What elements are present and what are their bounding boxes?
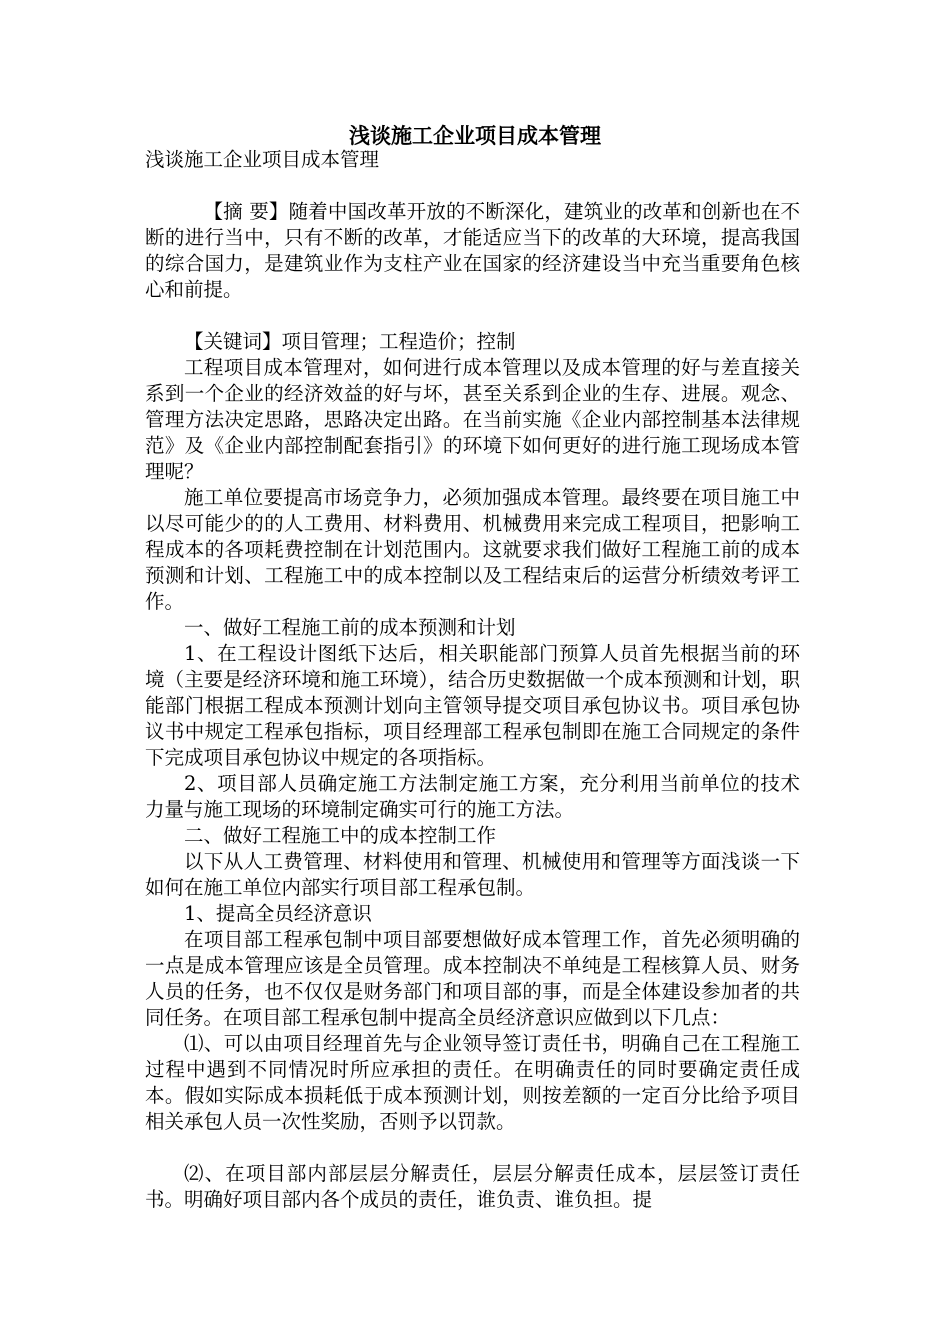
document-body xyxy=(145,147,800,1213)
blank-line xyxy=(145,1135,800,1161)
subsection-heading: 1、提高全员经济意识 xyxy=(184,902,372,925)
body-paragraph: 在项目部工程承包制中项目部要想做好成本管理工作，首先必须明确的一点是成本管理应该是全员管理。成本控制决不单纯是工程核算人员、财务人员的任务，也不仅仅是财务部门和项目部的事，而是全体建设参加者的共同任务。在项目部工程承包制中提高全员经济意识应做到以下几点： xyxy=(145,928,800,1029)
keywords-line: 【关键词】项目管理；工程造价；控制 xyxy=(184,330,516,353)
section-heading: 一、做好工程施工前的成本预测和计划 xyxy=(184,616,516,639)
body-paragraph: 工程项目成本管理对，如何进行成本管理以及成本管理的好与差直接关系到一个企业的经济效益的好与坏，甚至关系到企业的生存、进展。观念、管理方法决定思路，思路决定出路。在当前实施《企业内部控制基本法律规范》及《企业内部控制配套指引》的环境下如何更好的进行施工现场成本管理呢？ xyxy=(145,356,800,483)
blank-line xyxy=(145,303,800,329)
list-item: ⑴、可以由项目经理首先与企业领导签订责任书，明确自己在工程施工过程中遇到不同情况时所应承担的责任。在明确责任的同时要确定责任成本。假如实际成本损耗低于成本预测计划，则按差额的一定百分比给予项目相关承包人员一次性奖励，否则予以罚款。 xyxy=(145,1032,800,1133)
body-paragraph: 1、在工程设计图纸下达后，相关职能部门预算人员首先根据当前的环境（主要是经济环境和施工环境），结合历史数据做一个成本预测和计划，职能部门根据工程成本预测计划向主管领导提交项目承包协议书。项目承包协议书中规定工程承包指标，项目经理部工程承包制即在施工合同规定的条件下完成项目承包协议中规定的各项指标。 xyxy=(145,642,800,769)
list-item: ⑵、在项目部内部层层分解责任，层层分解责任成本，层层签订责任书。明确好项目部内各个成员的责任，谁负责、谁负担。提 xyxy=(145,1162,800,1211)
body-paragraph: 施工单位要提高市场竞争力，必须加强成本管理。最终要在项目施工中以尽可能少的的人工费用、材料费用、机械费用来完成工程项目，把影响工程成本的各项耗费控制在计划范围内。这就要求我们做好工程施工前的成本预测和计划、工程施工中的成本控制以及工程结束后的运营分析绩效考评工作。 xyxy=(145,486,800,613)
abstract-paragraph: 【摘 要】随着中国改革开放的不断深化，建筑业的改革和创新也在不断的进行当中，只有不断的改革，才能适应当下的改革的大环境，提高我国的综合国力，是建筑业作为支柱产业在国家的经济建设当中充当重要角色核心和前提。 xyxy=(145,200,800,301)
document-subtitle: 浅谈施工企业项目成本管理 xyxy=(145,148,380,171)
section-heading: 二、做好工程施工中的成本控制工作 xyxy=(184,824,497,847)
blank-line xyxy=(145,173,800,199)
body-paragraph: 以下从人工费管理、材料使用和管理、机械使用和管理等方面浅谈一下如何在施工单位内部实行项目部工程承包制。 xyxy=(145,850,800,899)
document-title: 浅谈施工企业项目成本管理 xyxy=(349,123,601,148)
body-paragraph: 2、项目部人员确定施工方法制定施工方案，充分利用当前单位的技术力量与施工现场的环境制定确实可行的施工方法。 xyxy=(145,772,800,821)
